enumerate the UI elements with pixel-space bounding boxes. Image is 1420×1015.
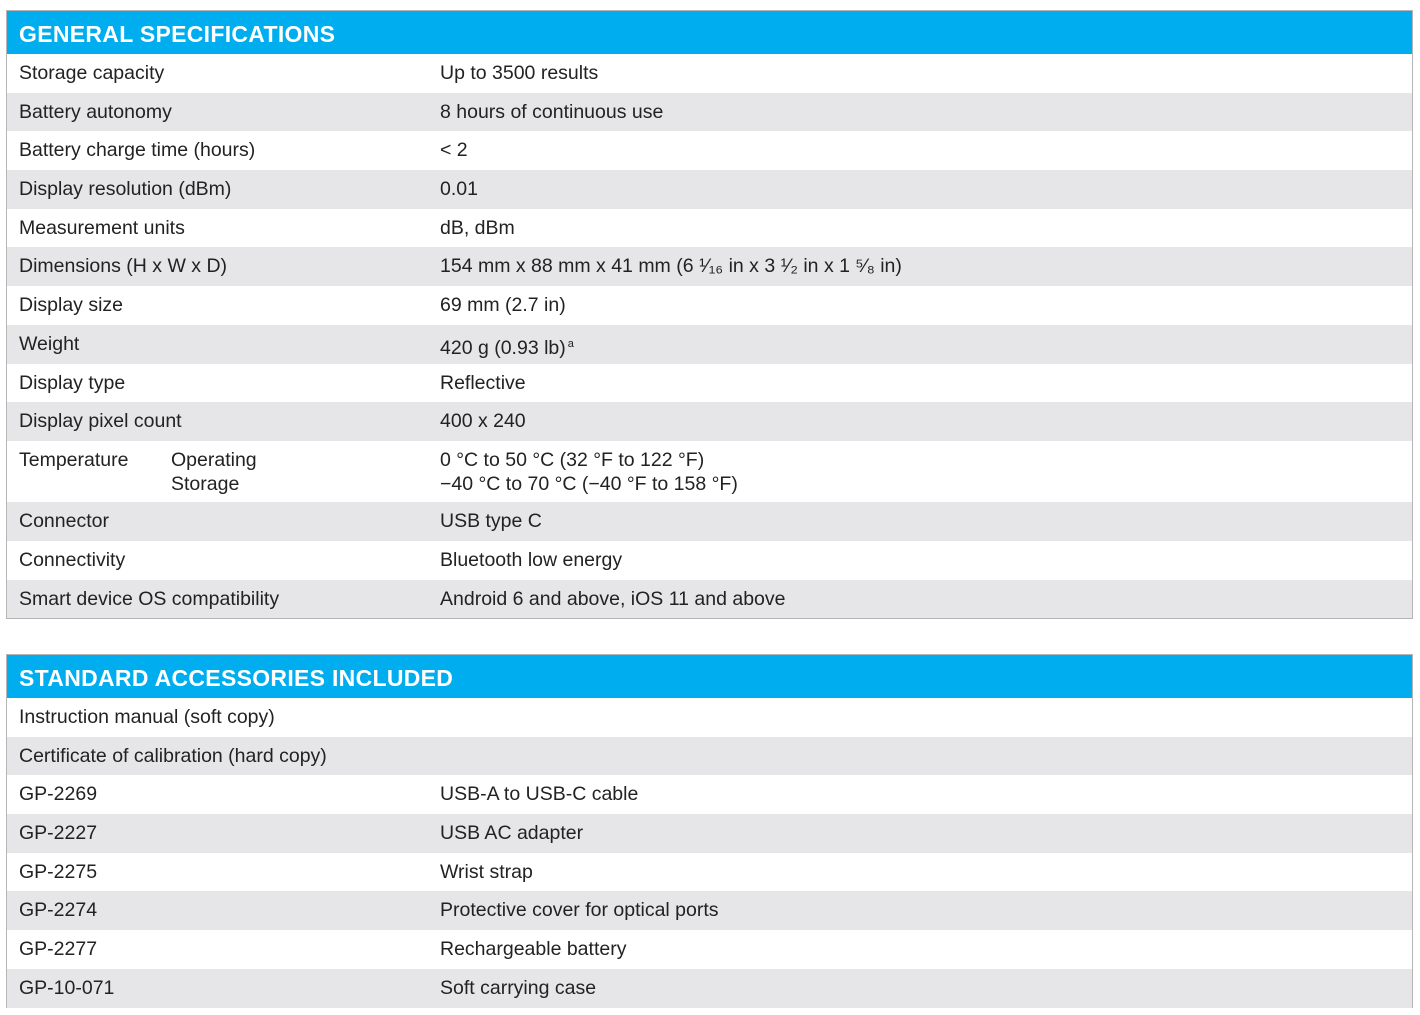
spec-value: USB type C	[440, 510, 542, 533]
spec-label: Display type	[19, 371, 126, 394]
accessory-code: GP-2227	[19, 822, 98, 845]
spec-label: Display resolution (dBm)	[19, 178, 232, 201]
accessory-description: USB-A to USB-C cable	[440, 783, 639, 806]
accessory-description: Protective cover for optical ports	[440, 899, 719, 922]
accessory-code: GP-2277	[19, 938, 98, 961]
spec-value: 8 hours of continuous use	[440, 100, 664, 123]
spec-row-os-compatibility	[7, 580, 1412, 619]
spec-value: 0.01	[440, 178, 478, 201]
spec-label: Connector	[19, 510, 109, 533]
standard-accessories-table	[6, 654, 1413, 1008]
spec-row-display-type	[7, 364, 1412, 403]
spec-value: 154 mm x 88 mm x 41 mm (6 ¹⁄₁₆ in x 3 ¹⁄₂ in x 1 ⁵⁄₈ in)	[440, 255, 902, 278]
spec-value: dB, dBm	[440, 216, 515, 239]
accessory-row	[7, 775, 1412, 814]
accessory-code: GP-2269	[19, 783, 98, 806]
spec-row-connector	[7, 502, 1412, 541]
spec-row-battery-charge-time	[7, 131, 1412, 170]
spec-label: Measurement units	[19, 216, 185, 239]
spec-row-display-size	[7, 286, 1412, 325]
standard-accessories-title: STANDARD ACCESSORIES INCLUDED	[7, 655, 1412, 698]
spec-label: Display pixel count	[19, 410, 182, 433]
spec-label: Display size	[19, 294, 124, 317]
accessory-row	[7, 814, 1412, 853]
spec-value: 69 mm (2.7 in)	[440, 294, 566, 317]
spec-value: Up to 3500 results	[440, 62, 599, 84]
spec-row-weight	[7, 325, 1412, 364]
accessory-row	[7, 969, 1412, 1008]
operating-value: 0 °C to 50 °C (32 °F to 122 °F)	[440, 448, 705, 471]
accessory-row	[7, 853, 1412, 892]
operating-label: Operating	[171, 448, 257, 471]
accessory-row	[7, 698, 1412, 737]
spec-value: Android 6 and above, iOS 11 and above	[440, 587, 786, 610]
accessory-row	[7, 930, 1412, 969]
spec-label: Battery autonomy	[19, 100, 172, 123]
spec-value: Reflective	[440, 371, 526, 394]
spec-row-battery-autonomy	[7, 93, 1412, 132]
accessory-description: Soft carrying case	[440, 976, 597, 999]
spec-label: Temperature	[19, 448, 129, 471]
spec-value: Bluetooth low energy	[440, 549, 623, 572]
spec-value: 400 x 240	[440, 410, 526, 433]
accessory-code: Instruction manual (soft copy)	[19, 706, 275, 728]
spec-value-wrap	[440, 325, 574, 368]
spec-value: 420 g (0.93 lb)	[440, 336, 566, 359]
spec-label: Connectivity	[19, 549, 126, 572]
accessory-row	[7, 737, 1412, 776]
spec-row-storage-capacity	[7, 54, 1412, 93]
spec-row-display-resolution	[7, 170, 1412, 209]
spec-label: Weight	[19, 332, 80, 355]
accessory-code: GP-10-071	[19, 976, 115, 999]
general-specifications-title: GENERAL SPECIFICATIONS	[7, 11, 1412, 54]
spec-row-temperature	[7, 441, 1412, 503]
general-specifications-table	[6, 10, 1413, 619]
spec-row-connectivity	[7, 541, 1412, 580]
temperature-sublabels	[171, 448, 257, 496]
temperature-values	[440, 448, 738, 496]
spec-label: Dimensions (H x W x D)	[19, 255, 228, 278]
accessory-description: Rechargeable battery	[440, 938, 627, 961]
spec-row-display-pixel-count	[7, 402, 1412, 441]
footnote-marker: a	[567, 337, 574, 350]
spec-row-measurement-units	[7, 209, 1412, 248]
spec-row-dimensions	[7, 247, 1412, 286]
spec-label: Storage capacity	[19, 62, 165, 84]
spec-label: Smart device OS compatibility	[19, 587, 280, 610]
accessory-description: USB AC adapter	[440, 822, 584, 845]
storage-value: −40 °C to 70 °C (−40 °F to 158 °F)	[440, 472, 738, 495]
accessory-code: GP-2274	[19, 899, 98, 922]
spec-label: Battery charge time (hours)	[19, 139, 256, 162]
accessory-code: GP-2275	[19, 860, 98, 883]
accessory-row	[7, 891, 1412, 930]
accessory-description: Wrist strap	[440, 860, 533, 883]
spec-value: < 2	[440, 139, 468, 162]
storage-label: Storage	[171, 472, 240, 495]
accessory-code: Certificate of calibration (hard copy)	[19, 744, 327, 767]
